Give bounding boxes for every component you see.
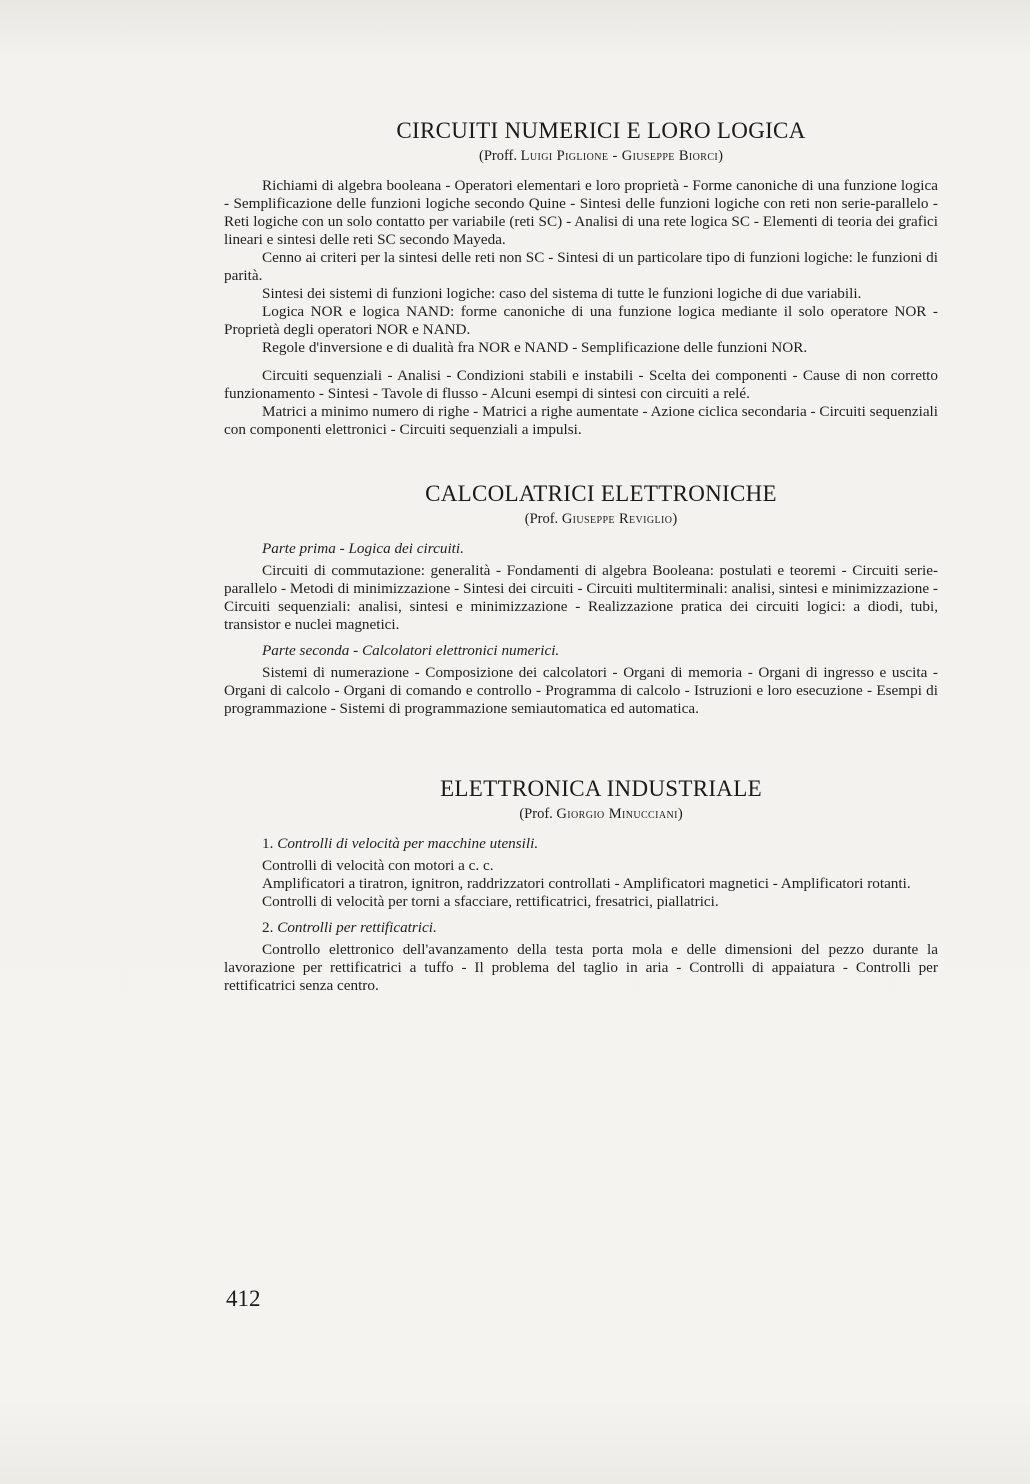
paragraph: Controlli di velocità per torni a sfacciare, rettificatrici, fresatrici, piallatrici.: [262, 893, 719, 910]
item-heading: [224, 835, 938, 853]
section-authors: [224, 148, 938, 165]
page-number: 412: [226, 1286, 261, 1311]
authors-names: Giuseppe Reviglio: [561, 511, 673, 527]
authors-prefix: (Prof.: [519, 806, 557, 822]
authors-names: Giorgio Minucciani: [556, 806, 678, 822]
paragraph: Controllo elettronico dell'avanzamento della testa porta mola e delle dimensioni del pezzo durante la lavorazione per rettificatrici a tuffo - Il problema del taglio in aria - Controlli di appaiatura - Controlli per rettificatrici senza centro.: [224, 941, 938, 994]
paragraph: Circuiti di commutazione: generalità - Fondamenti di algebra Booleana: postulati e teoremi - Circuiti serie-parallelo - Metodi di minimizzazione - Sintesi dei circuiti - Circuiti multiterminali: analisi, sintesi e minimizzazione - Circuiti sequenziali: analisi, sintesi e minimizzazione - Realizzazione pratica dei circuiti logici: a diodi, tubi, transistor e nuclei magnetici.: [224, 562, 938, 633]
paragraph: Logica NOR e logica NAND: forme canoniche di una funzione logica mediante il solo operatore NOR - Proprietà degli operatori NOR e NAND.: [224, 303, 938, 338]
section-authors: [224, 806, 938, 823]
paragraph: Sistemi di numerazione - Composizione dei calcolatori - Organi di memoria - Organi di ingresso e uscita - Organi di calcolo - Organi di comando e controllo - Programma di calcolo - Istruzioni e loro esecuzione - Esempi di programmazione - Sistemi di programmazione semiautomatica ed automatica.: [224, 664, 938, 717]
paragraph: Richiami di algebra booleana - Operatori elementari e loro proprietà - Forme canoniche di una funzione logica - Semplificazione delle funzioni logiche secondo Quine - Sintesi delle funzioni logiche con reti non serie-parallelo - Reti logiche con un solo contatto per variabile (reti SC) - Analisi di una rete logica SC - Elementi di teoria dei grafici lineari e sintesi delle reti SC secondo Mayeda.: [224, 177, 938, 248]
paragraph: Cenno ai criteri per la sintesi delle reti non SC - Sintesi di un particolare tipo di funzioni logiche: le funzioni di parità.: [224, 249, 938, 284]
authors-suffix: ): [672, 511, 678, 527]
item-heading: [224, 919, 938, 937]
item-title: Controlli per rettificatrici.: [277, 919, 437, 936]
section-title: CALCOLATRICI ELETTRONICHE: [425, 481, 777, 506]
paragraph: Sintesi dei sistemi di funzioni logiche: caso del sistema di tutte le funzioni logiche di due variabili.: [262, 285, 862, 302]
authors-suffix: ): [677, 806, 683, 822]
paragraph: Regole d'inversione e di dualità fra NOR e NAND - Semplificazione delle funzioni NOR.: [262, 339, 808, 356]
text-column: [224, 118, 938, 995]
authors-prefix: (Prof.: [524, 511, 562, 527]
paragraph: Amplificatori a tiratron, ignitron, raddrizzatori controllati - Amplificatori magnetici - Amplificatori rotanti.: [262, 875, 911, 892]
authors-suffix: ): [718, 148, 723, 164]
part-heading: Parte prima - Logica dei circuiti.: [262, 540, 464, 557]
paragraph: Circuiti sequenziali - Analisi - Condizioni stabili e instabili - Scelta dei componenti - Cause di non corretto funzionamento - Sintesi - Tavole di flusso - Alcuni esempi di sintesi con circuiti a relé.: [224, 367, 938, 402]
section-title: ELETTRONICA INDUSTRIALE: [440, 776, 762, 801]
section-calcolatrici: [224, 481, 938, 718]
authors-prefix: (Proff.: [479, 148, 521, 164]
section-circuiti-numerici: [224, 118, 938, 439]
section-elettronica-industriale: [224, 776, 938, 995]
part-heading: Parte seconda - Calcolatori elettronici numerici.: [262, 642, 560, 659]
item-number: 1.: [262, 835, 274, 852]
authors-names: Luigi Piglione - Giuseppe Biorci: [520, 148, 719, 164]
section-authors: [224, 511, 938, 528]
section-title: CIRCUITI NUMERICI E LORO LOGICA: [396, 118, 806, 143]
item-number: 2.: [262, 919, 274, 936]
item-title: Controlli di velocità per macchine utensili.: [277, 835, 539, 852]
paragraph: Matrici a minimo numero di righe - Matrici a righe aumentate - Azione ciclica secondaria - Circuiti sequenziali con componenti elettronici - Circuiti sequenziali a impulsi.: [224, 403, 938, 438]
paragraph: Controlli di velocità con motori a c. c.: [262, 857, 494, 874]
